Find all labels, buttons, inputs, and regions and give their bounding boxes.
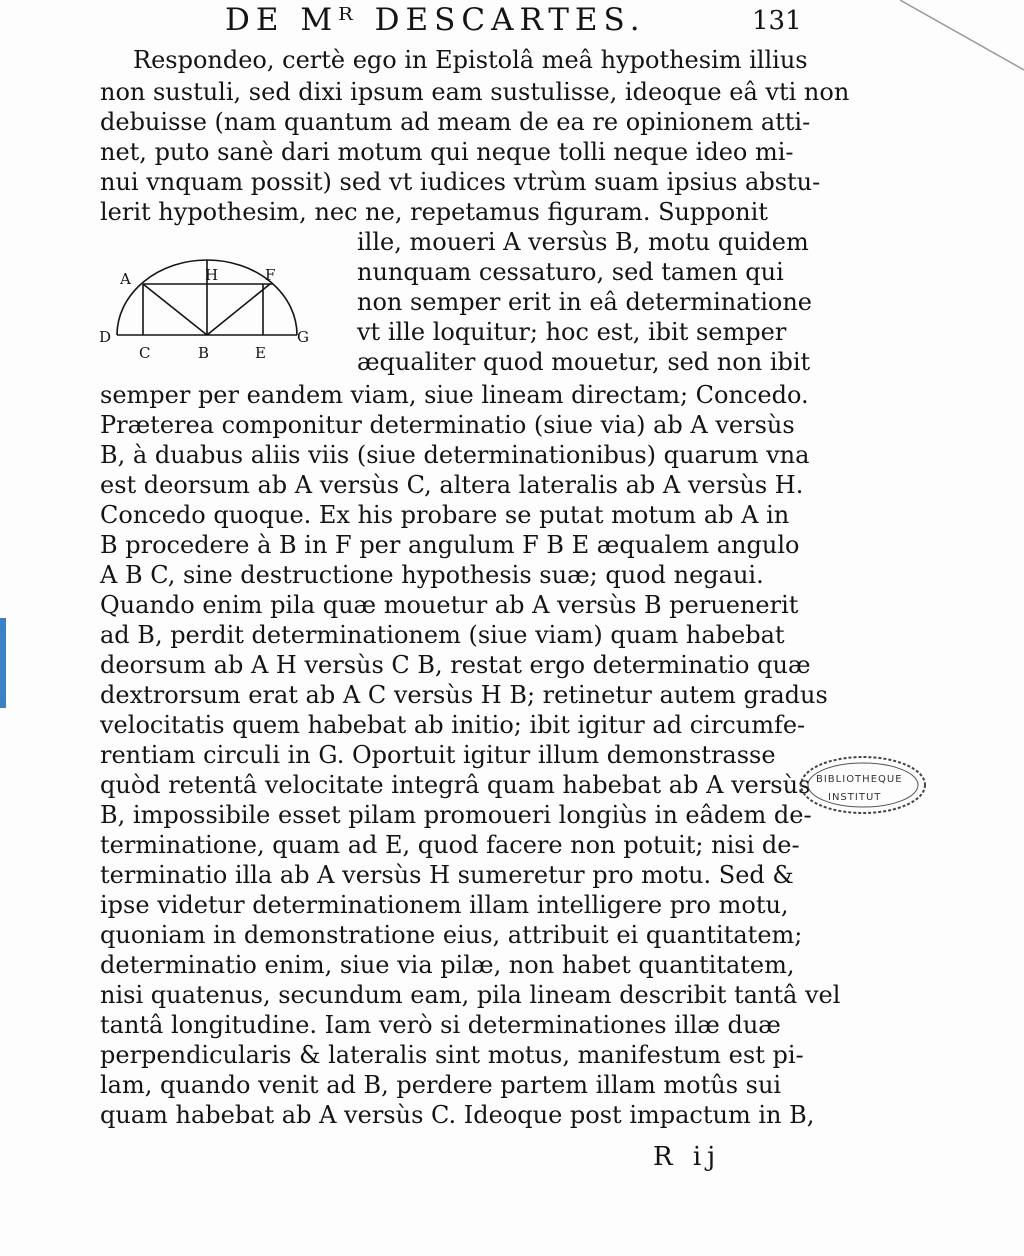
text-line: Concedo quoque. Ex his probare se putat motum ab A in — [100, 501, 790, 529]
text-line: ad B, perdit determinationem (siue viam) quam habebat — [100, 621, 785, 649]
library-stamp — [798, 754, 928, 816]
line-b-f — [207, 284, 270, 335]
text-line: ille, moueri A versùs B, motu quidem — [357, 228, 809, 256]
text-line: non sustuli, sed dixi ipsum eam sustulisse, ideoque eâ vti non — [100, 78, 850, 106]
fig-label-e: E — [255, 344, 266, 362]
text-line: A B C, sine destructione hypothesis suæ; quod negaui. — [100, 561, 764, 589]
text-line: Respondeo, certè ego in Epistolâ meâ hypothesim illius — [133, 46, 808, 74]
stamp-line-1: BIBLIOTHEQUE — [816, 774, 903, 785]
geometry-figure — [95, 250, 320, 365]
text-line: quòd retentâ velocitate integrâ quam habebat ab A versùs — [100, 771, 811, 799]
text-line: nunquam cessaturo, sed tamen qui — [357, 258, 784, 286]
text-line: B, impossibile esset pilam promoueri longiùs in eâdem de- — [100, 801, 812, 829]
line-a-b — [143, 284, 207, 335]
text-line: B procedere à B in F per angulum F B E æqualem angulo — [100, 531, 800, 559]
text-line: lerit hypothesim, nec ne, repetamus figuram. Supponit — [100, 198, 768, 226]
text-line: non semper erit in eâ determinatione — [357, 288, 812, 316]
stamp-line-2: INSTITUT — [828, 792, 882, 803]
text-line: quam habebat ab A versùs C. Ideoque post impactum in B, — [100, 1101, 815, 1129]
text-line: ipse videtur determinationem illam intelligere pro motu, — [100, 891, 789, 919]
text-line: debuisse (nam quantum ad meam de ea re opinionem atti- — [100, 108, 811, 136]
fig-label-b: B — [198, 344, 210, 362]
text-line: est deorsum ab A versùs C, altera lateralis ab A versùs H. — [100, 471, 804, 499]
text-line: velocitatis quem habebat ab initio; ibit igitur ad circumfe- — [100, 711, 806, 739]
text-line: tantâ longitudine. Iam verò si determinationes illæ duæ — [100, 1011, 781, 1039]
text-line: vt ille loquitur; hoc est, ibit semper — [357, 318, 787, 346]
fig-label-d: D — [99, 328, 112, 346]
text-line: determinatio enim, siue via pilæ, non habet quantitatem, — [100, 951, 795, 979]
fig-label-g: G — [297, 328, 309, 346]
text-line: B, à duabus aliis viis (siue determinationibus) quarum vna — [100, 441, 810, 469]
text-line: nui vnquam possit) sed vt iudices vtrùm suam ipsius abstu- — [100, 168, 821, 196]
text-line: lam, quando venit ad B, perdere partem illam motûs sui — [100, 1071, 782, 1099]
fig-label-a: A — [120, 270, 131, 288]
text-line: terminatio illa ab A versùs H sumeretur pro motu. Sed & — [100, 861, 794, 889]
text-line: rentiam circuli in G. Oportuit igitur illum demonstrasse — [100, 741, 776, 769]
text-line: deorsum ab A H versùs C B, restat ergo determinatio quæ — [100, 651, 811, 679]
page-number: 131 — [752, 6, 802, 36]
text-line: terminatione, quam ad E, quod facere non potuit; nisi de- — [100, 831, 800, 859]
fig-label-c: C — [139, 344, 151, 362]
running-title: DE Mᴿ DESCARTES. — [225, 2, 646, 38]
signature-mark: R ij — [653, 1142, 722, 1172]
text-line: Quando enim pila quæ mouetur ab A versùs B peruenerit — [100, 591, 799, 619]
fig-label-h: H — [205, 266, 219, 284]
text-line: perpendicularis & lateralis sint motus, manifestum est pi- — [100, 1041, 804, 1069]
text-line: æqualiter quod mouetur, sed non ibit — [357, 348, 811, 376]
text-line: nisi quatenus, secundum eam, pila lineam describit tantâ vel — [100, 981, 841, 1009]
text-line: semper per eandem viam, siue lineam directam; Concedo. — [100, 381, 809, 409]
text-line: dextrorsum erat ab A C versùs H B; retinetur autem gradus — [100, 681, 828, 709]
text-line: Præterea componitur determinatio (siue via) ab A versùs — [100, 411, 795, 439]
text-line: net, puto sanè dari motum qui neque tolli neque ideo mi- — [100, 138, 794, 166]
fig-label-f: F — [265, 266, 276, 284]
scan-edge-strip — [0, 618, 6, 708]
text-line: quoniam in demonstratione eius, attribuit ei quantitatem; — [100, 921, 803, 949]
page-corner-shadow — [900, 0, 1024, 90]
